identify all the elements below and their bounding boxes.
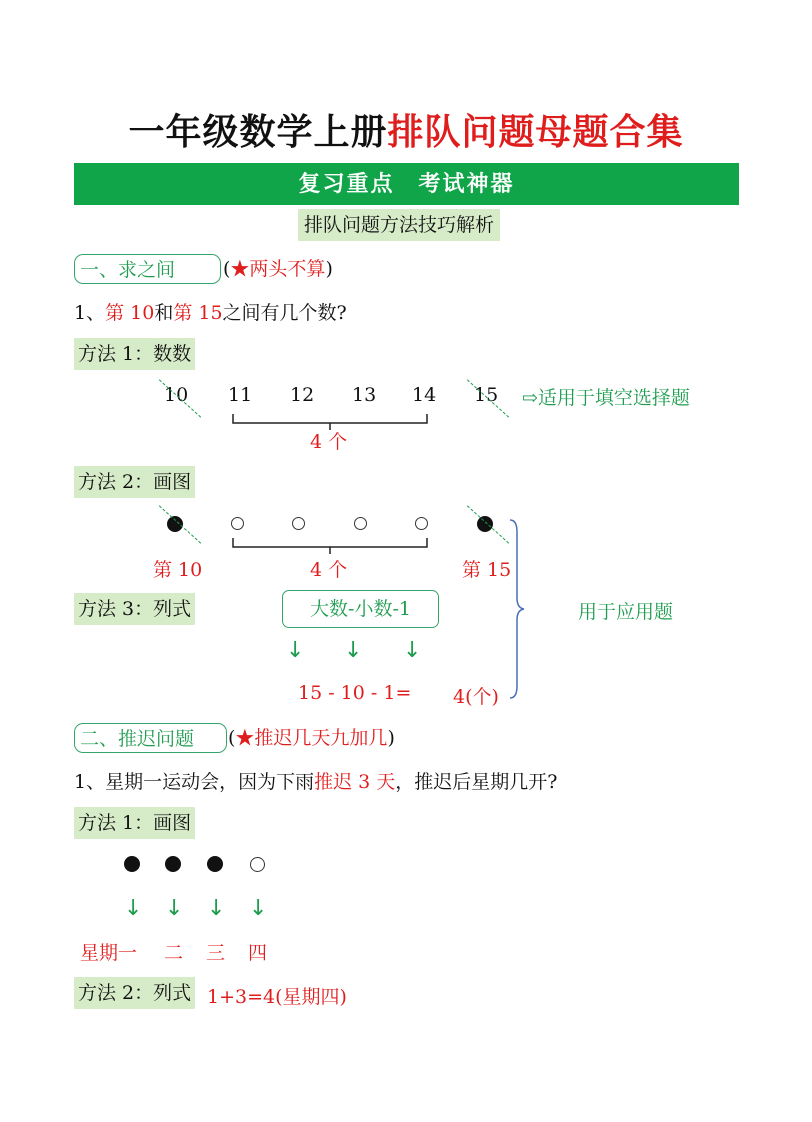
- formula-result: 4(个): [453, 686, 499, 708]
- section1-note: [223, 254, 333, 284]
- note-red: ★推迟几天九加几: [235, 727, 388, 749]
- note-open: (: [223, 258, 231, 280]
- q-red: 推迟 3 天: [314, 771, 396, 793]
- cross-out-last: [467, 505, 509, 543]
- arrow-down-icon: ↓: [286, 638, 305, 663]
- q-suffix: ，推迟后星期几开?: [395, 771, 558, 793]
- number-13: 13: [352, 384, 377, 406]
- q-prefix: 1、: [74, 302, 106, 324]
- label-last: 第 15: [462, 559, 512, 581]
- q-suffix: 之间有几个数?: [222, 302, 347, 324]
- method1-tip: ⇨适用于填空选择题: [522, 387, 690, 409]
- filled-dot: [124, 856, 140, 872]
- note-red: ★两头不算: [230, 258, 326, 280]
- number-10: 10: [164, 384, 189, 406]
- method2-label: 方法 2：画图: [74, 466, 195, 498]
- number-14: 14: [412, 384, 437, 406]
- section2-method1-label: 方法 1：画图: [74, 807, 195, 839]
- section1-question: [74, 298, 347, 325]
- filled-dot-last: [477, 516, 493, 532]
- q-b: 第 15: [173, 302, 223, 324]
- q-prefix: 1、星期一运动会，因为下雨: [74, 771, 315, 793]
- title-red: 排队问题母题合集: [387, 112, 684, 153]
- section2-note: [228, 723, 395, 753]
- cross-out-first: [159, 505, 201, 543]
- banner: 复习重点 考试神器: [74, 163, 739, 205]
- day-3: 三: [206, 942, 226, 964]
- section1-heading: 一、求之间: [74, 254, 221, 284]
- page-title: [0, 104, 812, 155]
- empty-circle: [231, 517, 244, 530]
- filled-dot: [165, 856, 181, 872]
- section2-method2-label: 方法 2：列式: [74, 977, 195, 1009]
- section2-formula: 1+3=4(星期四): [207, 986, 347, 1008]
- arrow-down-icon: ↓: [403, 638, 422, 663]
- note-close: ): [325, 258, 333, 280]
- arrow-down-icon: ↓: [344, 638, 363, 663]
- note-open: (: [228, 727, 236, 749]
- section2-heading: 二、推迟问题: [74, 723, 227, 753]
- label-first: 第 10: [153, 559, 203, 581]
- day-1: 星期一: [80, 942, 138, 964]
- method3-label: 方法 3：列式: [74, 593, 195, 625]
- method1-label: 方法 1：数数: [74, 338, 195, 370]
- method1-count: 4 个: [310, 431, 348, 453]
- number-12: 12: [290, 384, 315, 406]
- right-brace: [508, 518, 526, 700]
- formula: 15 - 10 - 1=: [298, 682, 412, 704]
- empty-circle: [354, 517, 367, 530]
- section2-question: [74, 767, 557, 794]
- number-11: 11: [228, 384, 253, 406]
- empty-circle: [250, 857, 265, 872]
- q-a: 第 10: [105, 302, 155, 324]
- note-close: ): [387, 727, 395, 749]
- empty-circle: [415, 517, 428, 530]
- arrow-down-icon: ↓: [207, 896, 226, 921]
- number-15: 15: [474, 384, 499, 406]
- empty-circle: [292, 517, 305, 530]
- day-4: 四: [248, 942, 268, 964]
- filled-dot: [207, 856, 223, 872]
- usage-note: 用于应用题: [578, 601, 674, 623]
- day-2: 二: [164, 942, 184, 964]
- method2-count: 4 个: [310, 559, 348, 581]
- formula-box: 大数-小数-1: [282, 590, 439, 628]
- arrow-down-icon: ↓: [124, 896, 143, 921]
- arrow-down-icon: ↓: [165, 896, 184, 921]
- q-mid: 和: [154, 302, 174, 324]
- arrow-down-icon: ↓: [249, 896, 268, 921]
- subtitle: 排队问题方法技巧解析: [298, 209, 500, 241]
- title-black: 一年级数学上册: [128, 112, 388, 153]
